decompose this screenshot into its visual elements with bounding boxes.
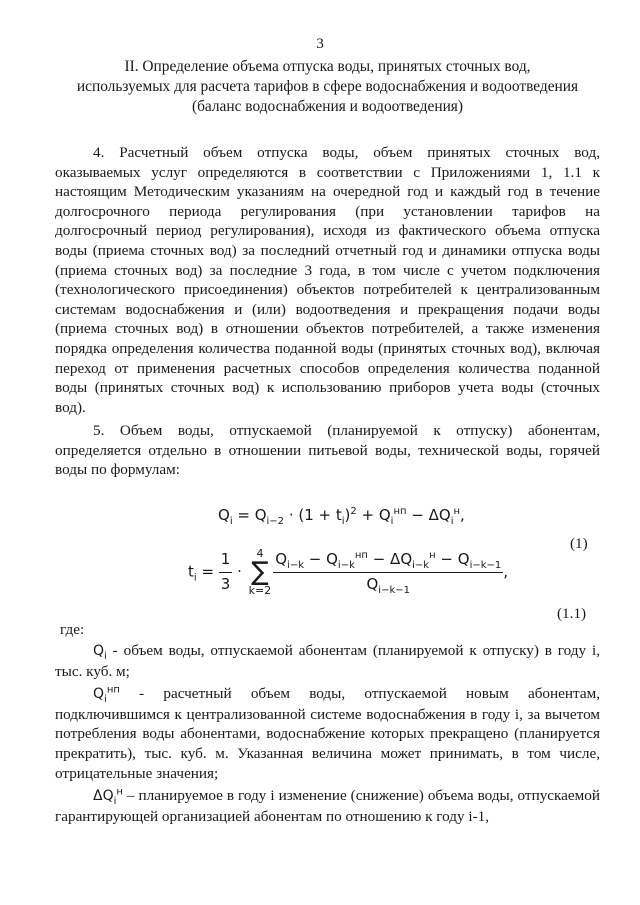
- main-fraction: $\frac{Q_{i-k} - Q_{i-k}^{нп} - \Delta Q_{i-k}^н - Q_{i-k-1}}{Q_{i-k-1}}$: [275, 549, 502, 596]
- where-label: где:: [60, 621, 85, 638]
- definition-item: $\Delta Q_i^н$ – планируемое в году i изменение (снижение) объема воды, отпускаемой гарантирующей организацией абонентам по отношению к году i-1,: [55, 786, 600, 825]
- paragraph-4-block: [55, 143, 600, 417]
- formula-1: $Q_i = Q_{i-2} \cdot (1 + t_i)^2 + Q_i^{нп} - \Delta Q_i^н$,: [218, 506, 465, 527]
- definition-item: $Q_i^{нп}$ - расчетный объем воды, отпускаемой новым абонентам, подключившимся к централизованной системе водоснабжения в году i, за вычетом потребления воды абонентами, водоснабжение которых прекращено (планируется прекратить), тыс. куб. м. Указанная величина может принимать, в том числе, отрицательные значения;: [55, 684, 600, 782]
- heading-line: II. Определение объема отпуска воды, принятых сточных вод,: [124, 58, 531, 75]
- definition-item: $Q_i$ - объем воды, отпускаемой абонентам (планируемой к отпуску) в году i, тыс. куб. м;: [55, 642, 600, 680]
- heading-line: (баланс водоснабжения и водоотведения): [191, 98, 464, 115]
- section-heading: [55, 57, 600, 117]
- paragraph-5: 5. Объем воды, отпускаемой (планируемой к отпуску) абонентам, определяется отдельно в отношении питьевой воды, технической воды, горячей воды по формулам:: [55, 422, 600, 479]
- paragraph-5-block: [55, 421, 600, 480]
- formula-2: $t_i$ = $\frac{1}{3}$ · 4 ∑ k=2 $\frac{Q_{i-k} - Q_{i-k}^{нп} - \Delta Q_{i-k}^н - Q_{i-k-1}}{Q_{i-k-1}}$ ,: [188, 547, 509, 597]
- formula-2-number: (1.1): [557, 605, 587, 622]
- heading-line: используемых для расчета тарифов в сфере водоснабжения и водоотведения: [76, 78, 579, 95]
- coefficient-fraction: $\frac{1}{3}$: [220, 549, 231, 593]
- paragraph-4: 4. Расчетный объем отпуска воды, объем принятых сточных вод, оказываемых услуг определяются в соответствии с Приложениями 1, 1.1 к настоящим Методическим указаниям на очередной год и каждый год в течение долгосрочного периода регулирования (при установлении тарифов на долгосрочный период регулирования), исходя из фактического объема отпуска воды (приема сточных вод) за последний отчетный год и динамики отпуска воды (приема сточных вод) за последние 3 года, в том числе с учетом подключения (технологического присоединения) объектов потребителей к централизованным системам водоснабжения и (или) водоотведения и прекращения подачи воды (приема сточных вод) в отношении объектов потребителей, а также изменения порядка определения количества поданной воды (принятых сточных вод), включая переход от применения расчетных способов определения количества поданной воды (принятых сточных вод) к использованию приборов учета воды (сточных вод).: [55, 144, 600, 416]
- sum-symbol: 4 ∑ k=2: [248, 547, 272, 597]
- page-number: 3: [316, 35, 324, 52]
- definitions-list: [55, 641, 600, 829]
- formula-1-number: (1): [570, 535, 588, 552]
